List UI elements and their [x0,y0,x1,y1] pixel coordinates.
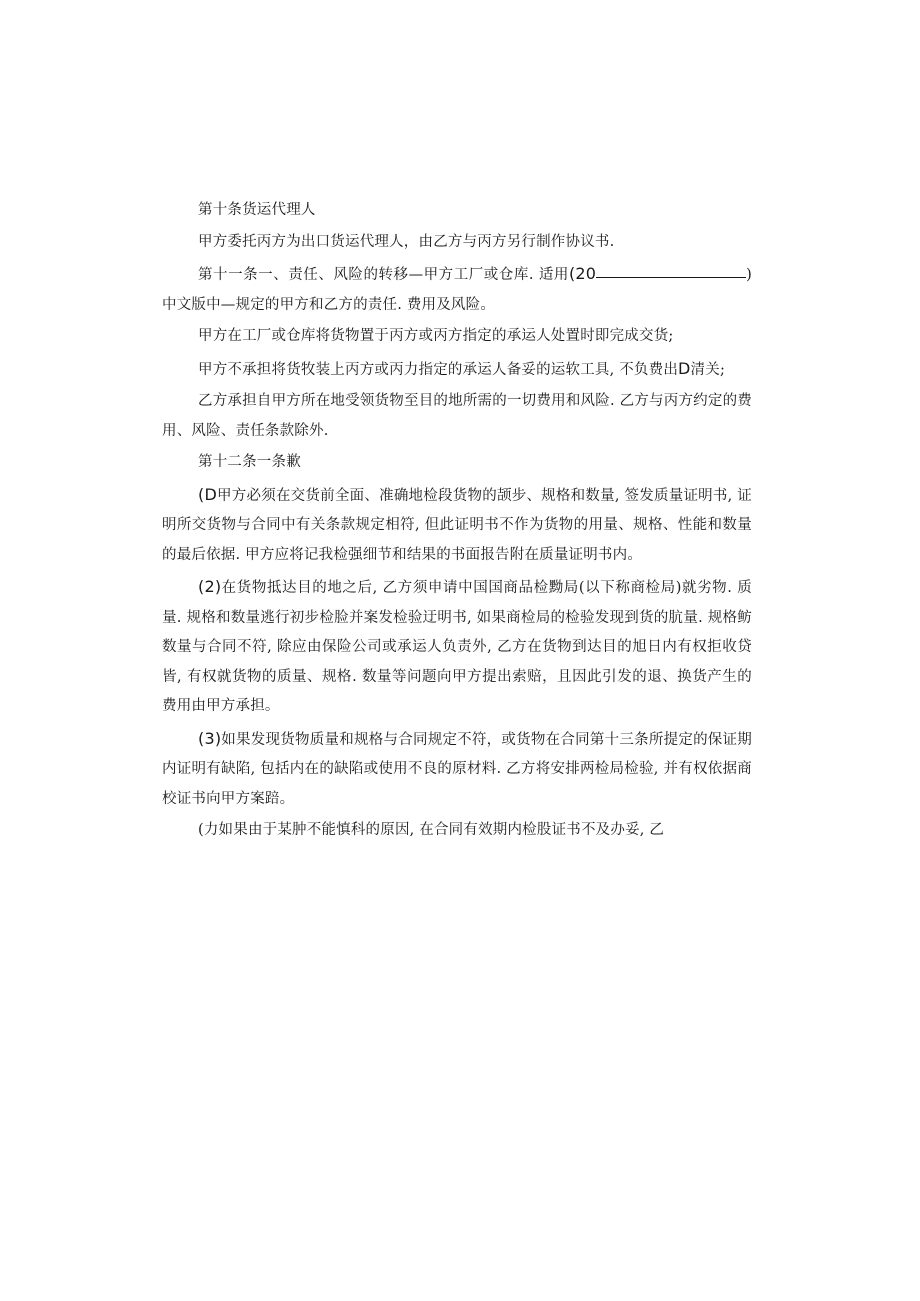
document-body [162,196,752,848]
delivery-paragraph [162,322,752,352]
loading-paragraph [162,354,752,386]
article-12-heading [162,448,752,478]
clause-3-number: (3) [198,728,222,748]
clause-4-paragraph [162,816,752,846]
clause-1-paragraph [162,480,752,571]
delivery-text: 甲方在工厂或仓库将货物置于丙方或丙方指定的承运人处置时即完成交货; [198,328,674,344]
article-11-blank-line [596,263,746,278]
risk-paragraph [162,387,752,446]
risk-text: 乙方承担自甲方所在地受领货物至目的地所需的一切费用和风险. 乙方与丙方约定的费用、风险、责任条款除外. [162,393,752,439]
clause-2-paragraph [162,572,752,722]
article-11-text-start: 第十一条一、责任、风险的转移—甲方工厂或仓库. 适用 [198,267,569,283]
article-11-text-end: )中文版中—规定的甲方和乙方的责任. 费用及风险。 [162,267,752,313]
article-10-paragraph [162,228,752,258]
clause-3-text: 如果发现货物质量和规格与合同规定不符，或货物在合同第十三条所提定的保证期内证明有缺陷, 包括内在的缺陷或使用不良的原材料. 乙方将安排两检局检验, 并有权依据商校证书向甲方案踣。 [162,731,752,807]
article-10-text: 甲方委托丙方为出口货运代理人，由乙方与丙方另行制作协议书. [198,233,615,250]
article-10-heading-text: 第十条货运代理人 [198,202,316,218]
clause-2-number: (2) [198,577,222,596]
article-11-paragraph [162,259,752,320]
clause-1-number: (D [198,484,217,504]
clause-3-paragraph [162,724,752,815]
clause-1-text: 甲方必须在交货前全面、准确地检段货物的颉步、规格和数量, 签发质量证明书, 证明所交货物与合同中有关条款规定相符, 但此证明书不作为货物的用量、规格、性能和数量的最后依据. 甲方应将记我检强细节和结果的书面报告附在质量证明书内。 [162,487,752,563]
loading-text-start: 甲方不承担将货牧装上丙方或丙力指定的承运人备妥的运软工具, 不负费出 [198,361,679,378]
article-12-heading-text: 第十二条一条歉 [198,454,301,470]
article-10-heading [162,196,752,226]
clause-2-text: 在货物抵达目的地之后, 乙方须申请中国国商品检黝局(以下称商检局)就劣物. 质量. 规格和数量逃行初步检脸并案发检验迂明书, 如果商检局的检验发现到货的肮量. 规格鲂数量与合同不符, 除应由保险公司或承运人负责外, 乙方在货物到达目的旭日内有权拒收贷皆, 有权就货物的质量、规格. 数量等问题向甲方提出索赔，且因此引发的退、换货产生的费用由甲方承担。 [162,580,752,714]
article-11-year-prefix: (20 [568,264,597,283]
loading-text-end: 清关; [690,361,726,378]
loading-glyph: D [678,358,691,378]
clause-4-text: (力如果由于某肿不能慎科的原因, 在合同有效期内检股证书不及办妥, 乙 [198,822,665,838]
